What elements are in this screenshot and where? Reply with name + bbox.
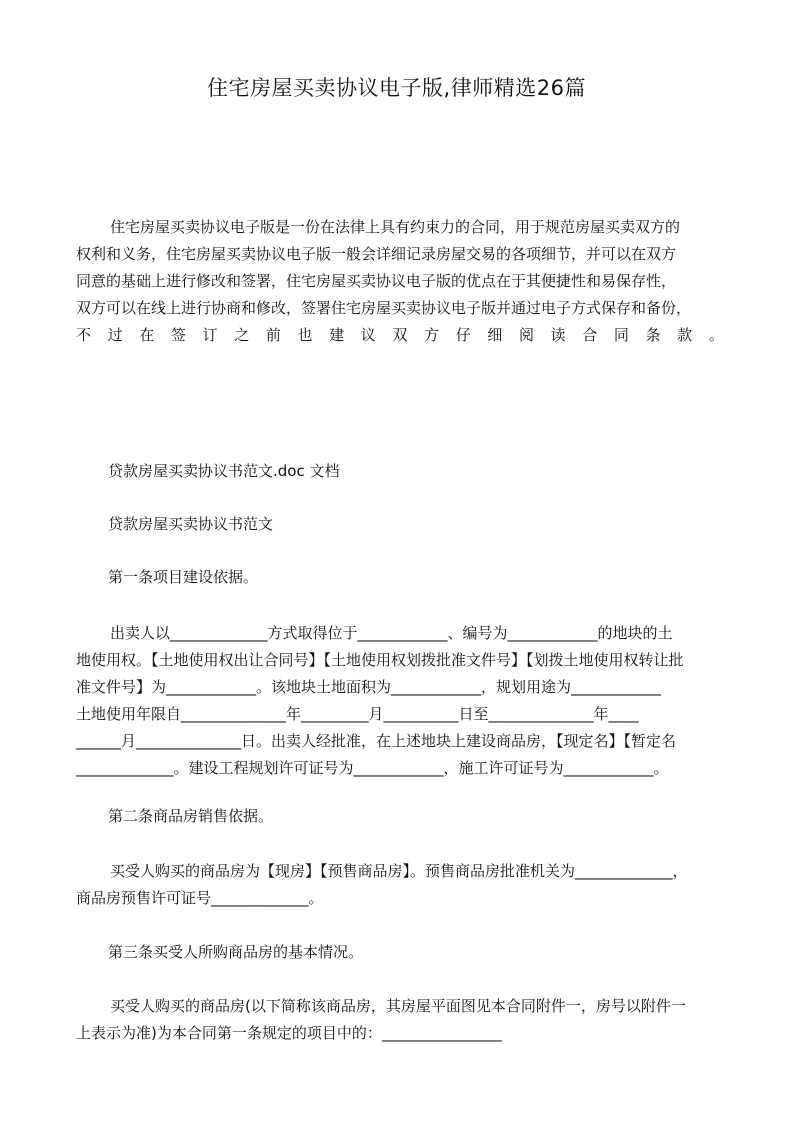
article-3-title: 第三条买受人所购商品房的基本情况。 [108, 943, 364, 961]
intro-line-1: 住宅房屋买卖协议电子版是一份在法律上具有约束力的合同，用于规范房屋买卖双方的 [110, 218, 681, 236]
intro-char: 款 [677, 326, 693, 344]
article-1-line: ______月______________日。出卖人经批准，在上述地块上建设商品房，【现定名】【暂定名 [76, 732, 677, 750]
intro-char: 不 [76, 326, 92, 344]
intro-char: 读 [550, 326, 566, 344]
intro-char: 之 [234, 326, 250, 344]
intro-line-5 [76, 322, 724, 349]
intro-line-4: 双方可以在线上进行协商和修改，签署住宅房屋买卖协议电子版并通过电子方式保存和备份， [76, 299, 692, 317]
intro-char: 议 [360, 326, 376, 344]
sub-heading: 贷款房屋买卖协议书范文 [108, 515, 274, 533]
intro-char: 前 [265, 326, 281, 344]
article-1-title: 第一条项目建设依据。 [108, 568, 259, 586]
article-1-line: 出卖人以_____________方式取得位于____________、编号为____________的地块的土 [110, 624, 673, 642]
article-2-line: 买受人购买的商品房为【现房】【预售商品房】。预售商品房批准机关为_____________， [110, 862, 688, 880]
intro-char: 也 [297, 326, 313, 344]
article-1-line: 准文件号】为____________。该地块土地面积为____________，规划用途为____________ [76, 678, 662, 696]
intro-char: 。 [708, 326, 724, 344]
intro-char: 签 [170, 326, 186, 344]
intro-line-3: 同意的基础上进行修改和签署，住宅房屋买卖协议电子版的优点在于其便捷性和易保存性， [76, 272, 677, 290]
article-1-body [76, 620, 730, 782]
article-1-line: _____________。建设工程规划许可证号为____________，施工许可证号为____________。 [76, 759, 669, 777]
intro-char: 同 [613, 326, 629, 344]
intro-char: 双 [392, 326, 408, 344]
intro-paragraph [76, 214, 730, 349]
intro-char: 阅 [518, 326, 534, 344]
intro-char: 建 [329, 326, 345, 344]
intro-char: 过 [107, 326, 123, 344]
article-3-line: 上表示为准)为本合同第一条规定的项目中的：________________ [76, 1024, 502, 1042]
article-2-line: 商品房预售许可证号_____________。 [76, 889, 324, 907]
intro-line-2: 权利和义务，住宅房屋买卖协议电子版一般会详细记录房屋交易的各项细节，并可以在双方 [76, 245, 677, 263]
intro-char: 在 [139, 326, 155, 344]
doc-heading: 贷款房屋买卖协议书范文.doc 文档 [108, 462, 340, 480]
intro-char: 仔 [455, 326, 471, 344]
intro-char: 条 [645, 326, 661, 344]
article-1-line: 土地使用年限自______________年_________月__________日至______________年____ [76, 705, 639, 723]
intro-char: 订 [202, 326, 218, 344]
article-3-body [76, 993, 730, 1047]
article-2-body [76, 858, 730, 912]
article-1-line: 地使用权。【土地使用权出让合同号】【土地使用权划拨批准文件号】【划拨土地使用权转让批 [76, 651, 684, 669]
intro-char: 细 [487, 326, 503, 344]
article-3-line: 买受人购买的商品房(以下简称该商品房，其房屋平面图见本合同附件一，房号以附件一 [110, 997, 686, 1015]
document-title: 住宅房屋买卖协议电子版,律师精选26篇 [207, 76, 586, 100]
article-2-title: 第二条商品房销售依据。 [108, 807, 274, 825]
intro-char: 合 [582, 326, 598, 344]
intro-char: 方 [424, 326, 440, 344]
